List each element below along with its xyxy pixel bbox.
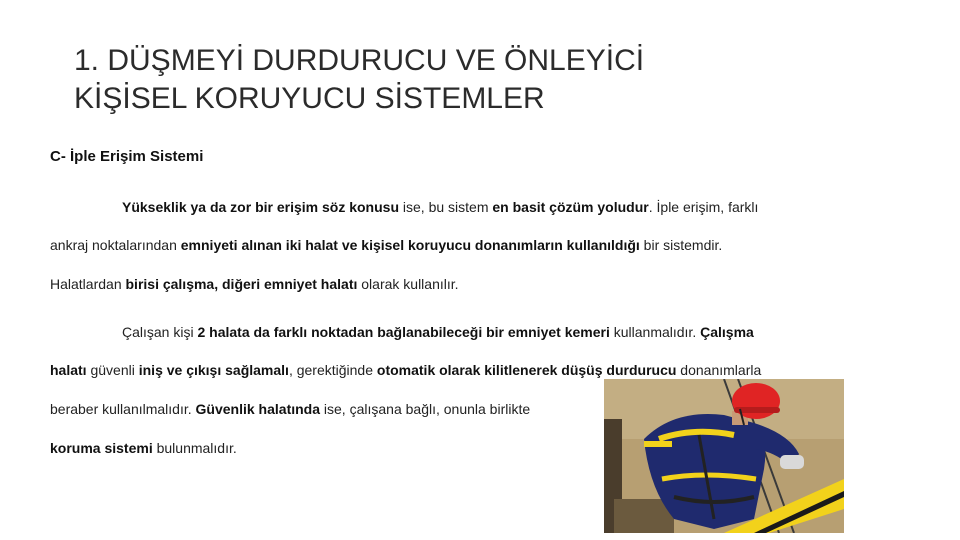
- paragraph-line: [50, 401, 530, 417]
- section-subtitle: C- İple Erişim Sistemi: [50, 148, 204, 165]
- text-run: güvenli: [86, 362, 139, 378]
- paragraph-line: [50, 237, 722, 253]
- paragraph-line: [50, 276, 459, 292]
- bold-text-run: otomatik olarak kilitlenerek düşüş durdurucu: [376, 362, 677, 378]
- bold-text-run: en basit çözüm yoludur: [492, 199, 649, 215]
- text-run: bir sistemdir.: [639, 237, 723, 253]
- bold-text-run: halatı: [50, 362, 87, 378]
- bold-text-run: Güvenlik halatında: [195, 401, 321, 417]
- bold-text-run: koruma sistemi: [50, 440, 153, 456]
- bold-text-run: birisi çalışma, diğeri emniyet halatı: [125, 276, 358, 292]
- paragraph-line: [50, 440, 237, 456]
- text-run: Çalışan kişi: [122, 324, 198, 340]
- text-run: bulunmalıdır.: [152, 440, 237, 456]
- title-line-1: 1. DÜŞMEYİ DURDURUCU VE ÖNLEYİCİ: [74, 44, 645, 77]
- bold-text-run: Yükseklik ya da zor bir erişim söz konusu: [122, 199, 399, 215]
- text-run: olarak kullanılır.: [357, 276, 459, 292]
- worker-with-helmet-on-rope-icon: [604, 379, 844, 533]
- title-line-2: KİŞİSEL KORUYUCU SİSTEMLER: [74, 82, 545, 115]
- bold-text-run: emniyeti alınan iki halat ve kişisel koruyucu donanımların kullanıldığı: [180, 237, 640, 253]
- text-run: , gerektiğinde: [288, 362, 377, 378]
- text-run: ise, çalışana bağlı, onunla birlikte: [320, 401, 531, 417]
- text-run: Halatlardan: [50, 276, 126, 292]
- bold-text-run: 2 halata da farklı noktadan bağlanabileceği bir emniyet kemeri: [197, 324, 610, 340]
- text-run: ankraj noktalarından: [50, 237, 181, 253]
- bold-text-run: iniş ve çıkışı sağlamalı: [138, 362, 289, 378]
- paragraph-line: [122, 324, 754, 340]
- text-run: donanımlarla: [676, 362, 762, 378]
- text-run: ise, bu sistem: [399, 199, 493, 215]
- text-run: kullanmalıdır.: [609, 324, 701, 340]
- bold-text-run: Çalışma: [700, 324, 754, 340]
- text-run: beraber kullanılmalıdır.: [50, 401, 196, 417]
- page-title: [74, 42, 894, 118]
- text-run: . İple erişim, farklı: [648, 199, 759, 215]
- paragraph-line: [50, 362, 761, 378]
- paragraph-line: [122, 199, 758, 215]
- rope-access-worker-photo: [604, 379, 844, 533]
